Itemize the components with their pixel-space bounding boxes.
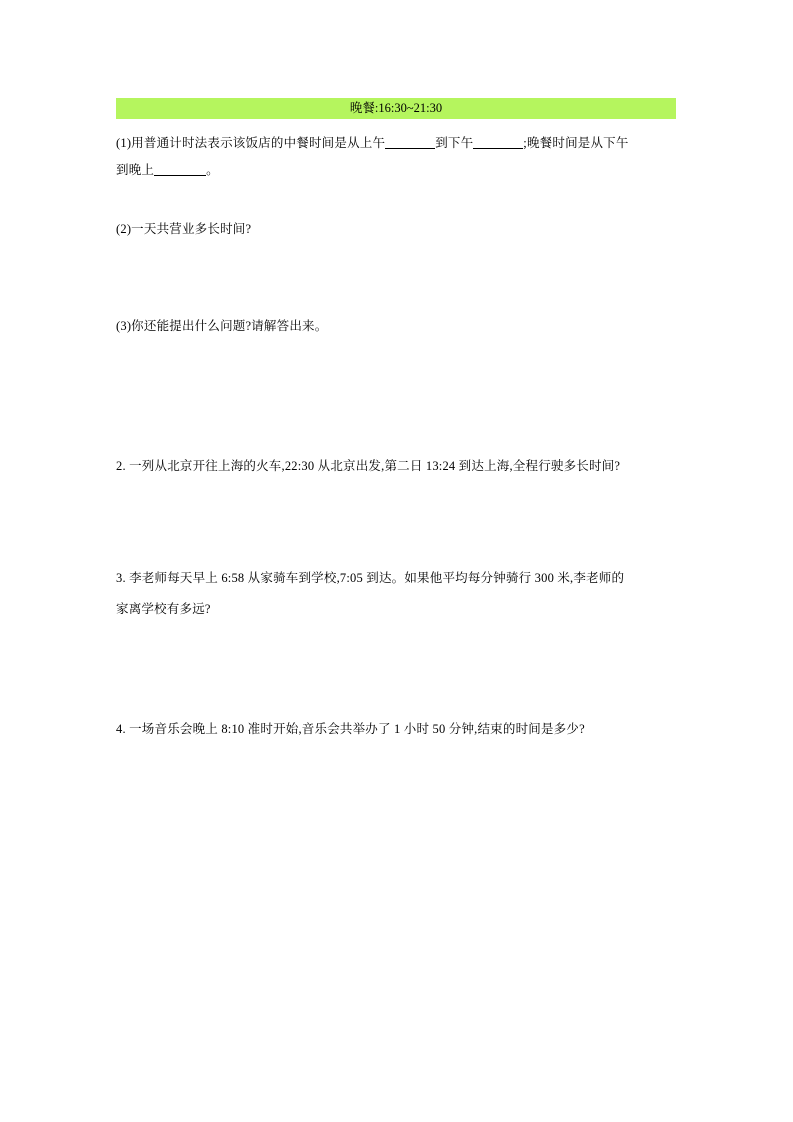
- question-1-part-1: [116, 130, 676, 184]
- answer-blank-1[interactable]: [385, 135, 435, 149]
- q1-p1-text-b: 到下午: [435, 136, 474, 150]
- question-1-part-3: (3)你还能提出什么问题?请解答出来。: [116, 319, 328, 333]
- dinner-time-banner: 晚餐:16:30~21:30: [116, 98, 676, 119]
- q1-p1-line2: [116, 157, 676, 184]
- q1-p1-text-c: ;晚餐时间是从下午: [523, 136, 629, 150]
- question-4: 4. 一场音乐会晚上 8:10 准时开始,音乐会共举办了 1 小时 50 分钟,结束的时间是多少?: [116, 722, 585, 736]
- q1-p1-text-a: (1)用普通计时法表示该饭店的中餐时间是从上午: [116, 136, 386, 150]
- content-column: [116, 0, 676, 743]
- question-3-line-1: 3. 李老师每天早上 6:58 从家骑车到学校,7:05 到达。如果他平均每分钟骑行 300 米,李老师的: [116, 571, 625, 585]
- question-2: 2. 一列从北京开往上海的火车,22:30 从北京出发,第二日 13:24 到达上海,全程行驶多长时间?: [116, 459, 621, 473]
- q1-p1-text-d: 到晚上: [116, 163, 155, 177]
- answer-blank-2[interactable]: [473, 135, 523, 149]
- q1-p1-text-e: 。: [206, 163, 219, 177]
- answer-blank-3[interactable]: [154, 162, 206, 176]
- question-1-part-2: (2)一天共营业多长时间?: [116, 222, 252, 236]
- question-3: [116, 565, 676, 623]
- question-3-line-2: 家离学校有多远?: [116, 602, 211, 616]
